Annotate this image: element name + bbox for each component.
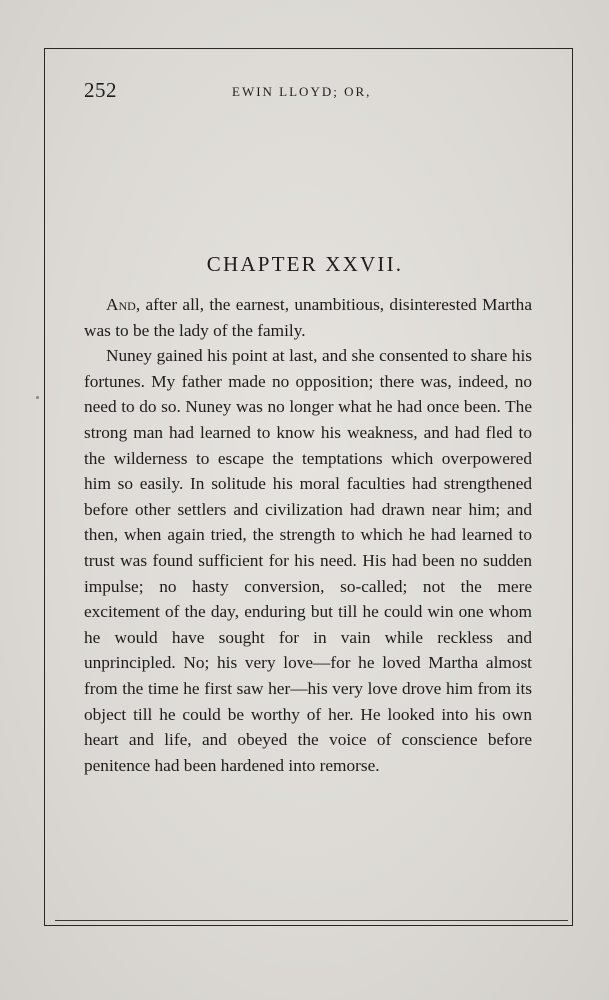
bottom-rule bbox=[55, 920, 568, 921]
paragraph-text: Nuney gained his point at last, and she consented to share his fortunes. My father made no opposition; there was, indeed, no need to do so. Nuney was no longer what he had once been. The strong man had learned to know his weakness, and had fled to the wilderness to escape the temptations which overpowered him so easily. In solitude his moral faculties had strengthened before other settlers and civilization had drawn near him; and then, when again tried, the strength to which he had learned to trust was found sufficient for his need. His had been no sudden impulse; no hasty conversion, so-called; not the mere excitement of the day, enduring but till he could win one whom he would have sought for in vain while reckless and unprincipled. No; his very love—for he loved Martha almost from the time he first saw her—his very love drove him from its object till he could be worthy of her. He looked into his own heart and life, and obeyed the voice of conscience before penitence had been hardened into remorse. bbox=[84, 346, 532, 775]
paragraph bbox=[84, 292, 532, 343]
paragraph-lead-word: And bbox=[106, 295, 136, 314]
chapter-heading: CHAPTER XXVII. bbox=[206, 252, 404, 276]
paragraph bbox=[84, 343, 532, 778]
running-head: EWIN LLOYD; OR, bbox=[232, 84, 372, 99]
paper-speck bbox=[36, 396, 39, 399]
page-number: 252 bbox=[84, 78, 117, 102]
page-header bbox=[84, 78, 534, 108]
paragraph-text: , after all, the earnest, unambitious, disinterested Martha was to be the lady of the family. bbox=[84, 295, 532, 340]
body-text bbox=[84, 292, 532, 778]
